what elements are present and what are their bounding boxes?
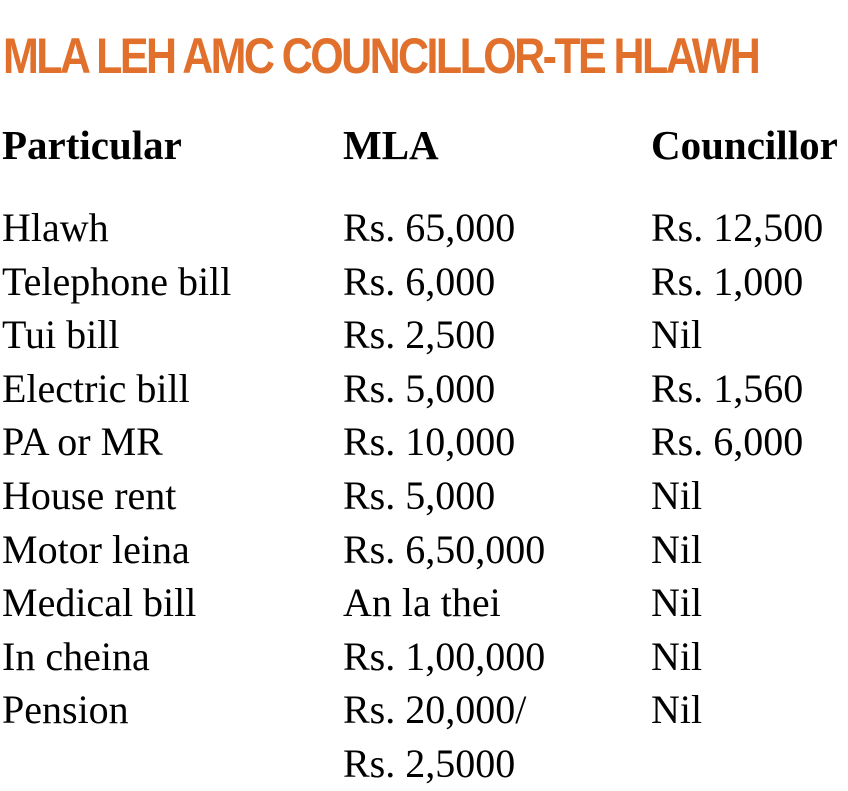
mla-cell: Rs. 1,00,000 <box>343 633 546 679</box>
table-row <box>0 737 848 791</box>
particular-cell: In cheina <box>2 633 150 679</box>
mla-cell: Rs. 20,000/ <box>343 687 527 733</box>
mla-cell: Rs. 6,000 <box>343 258 496 304</box>
mla-cell: Rs. 2,5000 <box>343 740 516 786</box>
mla-cell: Rs. 65,000 <box>343 205 516 250</box>
particular-cell: Medical bill <box>2 580 197 626</box>
table-row <box>0 630 848 684</box>
mla-cell: Rs. 2,500 <box>343 312 496 358</box>
page-title: MLA LEH AMC COUNCILLOR-TE HLAWH <box>3 28 759 84</box>
particular-cell: Pension <box>2 687 129 733</box>
table-row <box>0 201 848 255</box>
councillor-cell: Rs. 1,000 <box>651 258 804 304</box>
mla-cell: Rs. 10,000 <box>343 419 516 465</box>
councillor-cell: Rs. 6,000 <box>651 419 804 465</box>
table-row <box>0 576 848 630</box>
councillor-cell: Nil <box>651 312 703 358</box>
councillor-cell: Rs. 12,500 <box>651 205 824 250</box>
table-row <box>0 308 848 362</box>
particular-cell: Electric bill <box>2 365 190 411</box>
comparison-table <box>0 201 848 791</box>
table-row <box>0 469 848 523</box>
table-row <box>0 362 848 416</box>
particular-cell: PA or MR <box>2 419 163 465</box>
mla-cell: An la thei <box>343 580 501 626</box>
particular-cell: Motor leina <box>2 526 190 572</box>
councillor-cell: Nil <box>651 687 703 733</box>
mla-cell: Rs. 5,000 <box>343 472 496 518</box>
table-row <box>0 255 848 309</box>
header-particular: Particular <box>2 122 182 168</box>
councillor-cell: Nil <box>651 526 703 572</box>
table-row <box>0 523 848 577</box>
councillor-cell: Rs. 1,560 <box>651 365 804 411</box>
councillor-cell: Nil <box>651 633 703 679</box>
particular-cell: Tui bill <box>2 312 120 358</box>
header-mla: MLA <box>343 122 439 168</box>
header-councillor: Councillor <box>651 122 838 168</box>
councillor-cell: Nil <box>651 580 703 626</box>
mla-cell: Rs. 5,000 <box>343 365 496 411</box>
particular-cell: House rent <box>2 472 177 518</box>
particular-cell: Telephone bill <box>2 258 232 304</box>
councillor-cell: Nil <box>651 472 703 518</box>
table-row <box>0 415 848 469</box>
mla-cell: Rs. 6,50,000 <box>343 526 546 572</box>
particular-cell: Hlawh <box>2 205 109 250</box>
table-row <box>0 683 848 737</box>
